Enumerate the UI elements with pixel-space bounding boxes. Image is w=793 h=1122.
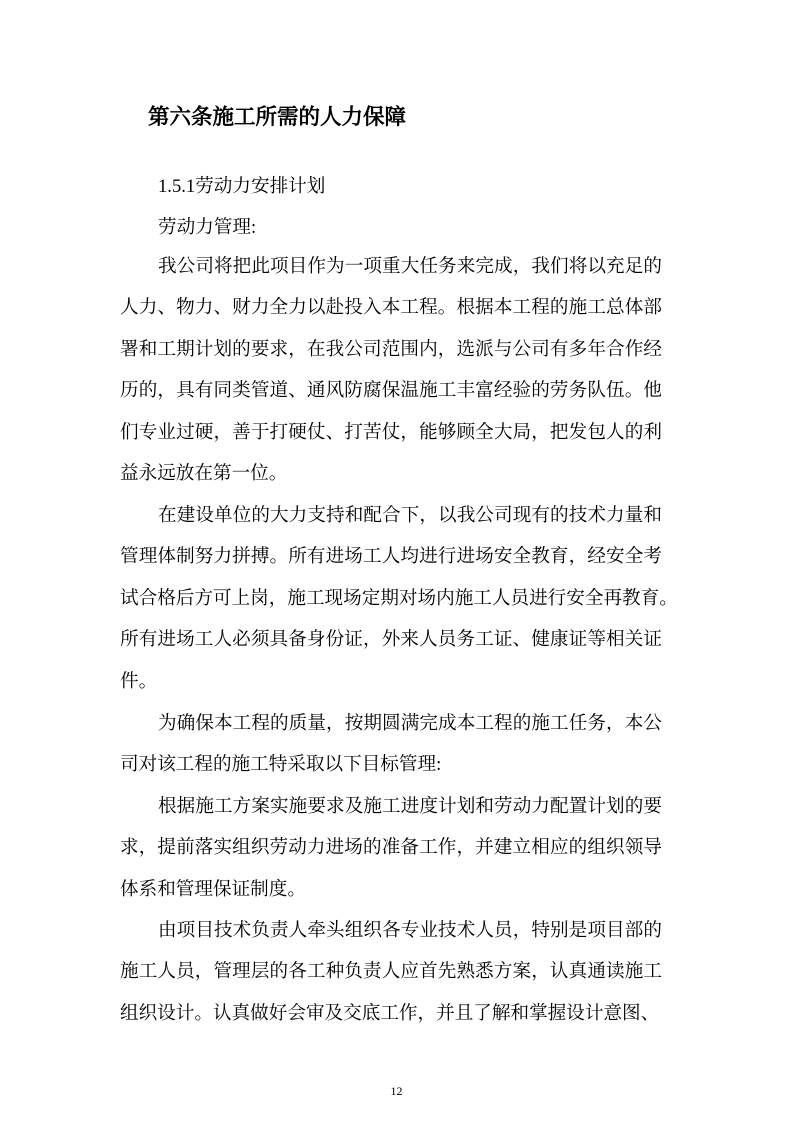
paragraph-line: 署和工期计划的要求，在我公司范围内，选派与公司有多年合作经: [120, 338, 662, 360]
paragraph-line: 我公司将把此项目作为一项重大任务来完成，我们将以充足的: [158, 256, 662, 277]
page-number: 12: [390, 1084, 403, 1098]
paragraph-line: 施工人员，管理层的各工种负责人应首先熟悉方案，认真通读施工: [120, 961, 662, 983]
paragraph-line: 在建设单位的大力支持和配合下，以我公司现有的技术力量和: [158, 505, 662, 526]
section-title: 第六条施工所需的人力保障: [148, 105, 407, 129]
paragraph-line: 所有进场工人必须具备身份证，外来人员务工证、健康证等相关证: [120, 629, 662, 651]
paragraph-line: 益永远放在第一位。: [120, 462, 288, 484]
paragraph-line: 人力、物力、财力全力以赴投入本工程。根据本工程的施工总体部: [120, 297, 662, 319]
paragraph: [120, 703, 662, 786]
paragraph-line: 件。: [120, 670, 158, 692]
section-heading: 1.5.1劳动力安排计划: [158, 176, 326, 197]
paragraph: [120, 910, 662, 1034]
paragraph-line: 组织设计。认真做好会审及交底工作，并且了解和掌握设计意图、: [120, 1002, 660, 1024]
paragraph-line: 根据施工方案实施要求及施工进度计划和劳动力配置计划的要: [158, 796, 662, 817]
paragraph-line: 历的，具有同类管道、通风防腐保温施工丰富经验的劳务队伍。他: [120, 380, 662, 402]
paragraph: [120, 495, 678, 702]
paragraph: [120, 786, 662, 910]
paragraph-line: 司对该工程的施工特采取以下目标管理:: [120, 754, 442, 776]
paragraph-line: 们专业过硬，善于打硬仗、打苦仗，能够顾全大局，把发包人的利: [120, 421, 662, 443]
paragraph: [120, 246, 662, 494]
subheading: 劳动力管理:: [158, 217, 257, 238]
paragraph-line: 由项目技术负责人牵头组织各专业技术人员，特别是项目部的: [158, 920, 662, 941]
paragraph-line: 试合格后方可上岗，施工现场定期对场内施工人员进行安全再教育。: [120, 587, 678, 609]
paragraph-line: 体系和管理保证制度。: [120, 878, 306, 900]
paragraph-line: 为确保本工程的质量，按期圆满完成本工程的施工任务，本公: [158, 713, 662, 734]
paragraph-line: 求，提前落实组织劳动力进场的准备工作，并建立相应的组织领导: [120, 837, 662, 859]
paragraph-line: 管理体制努力拼搏。所有进场工人均进行进场安全教育，经安全考: [120, 546, 662, 568]
